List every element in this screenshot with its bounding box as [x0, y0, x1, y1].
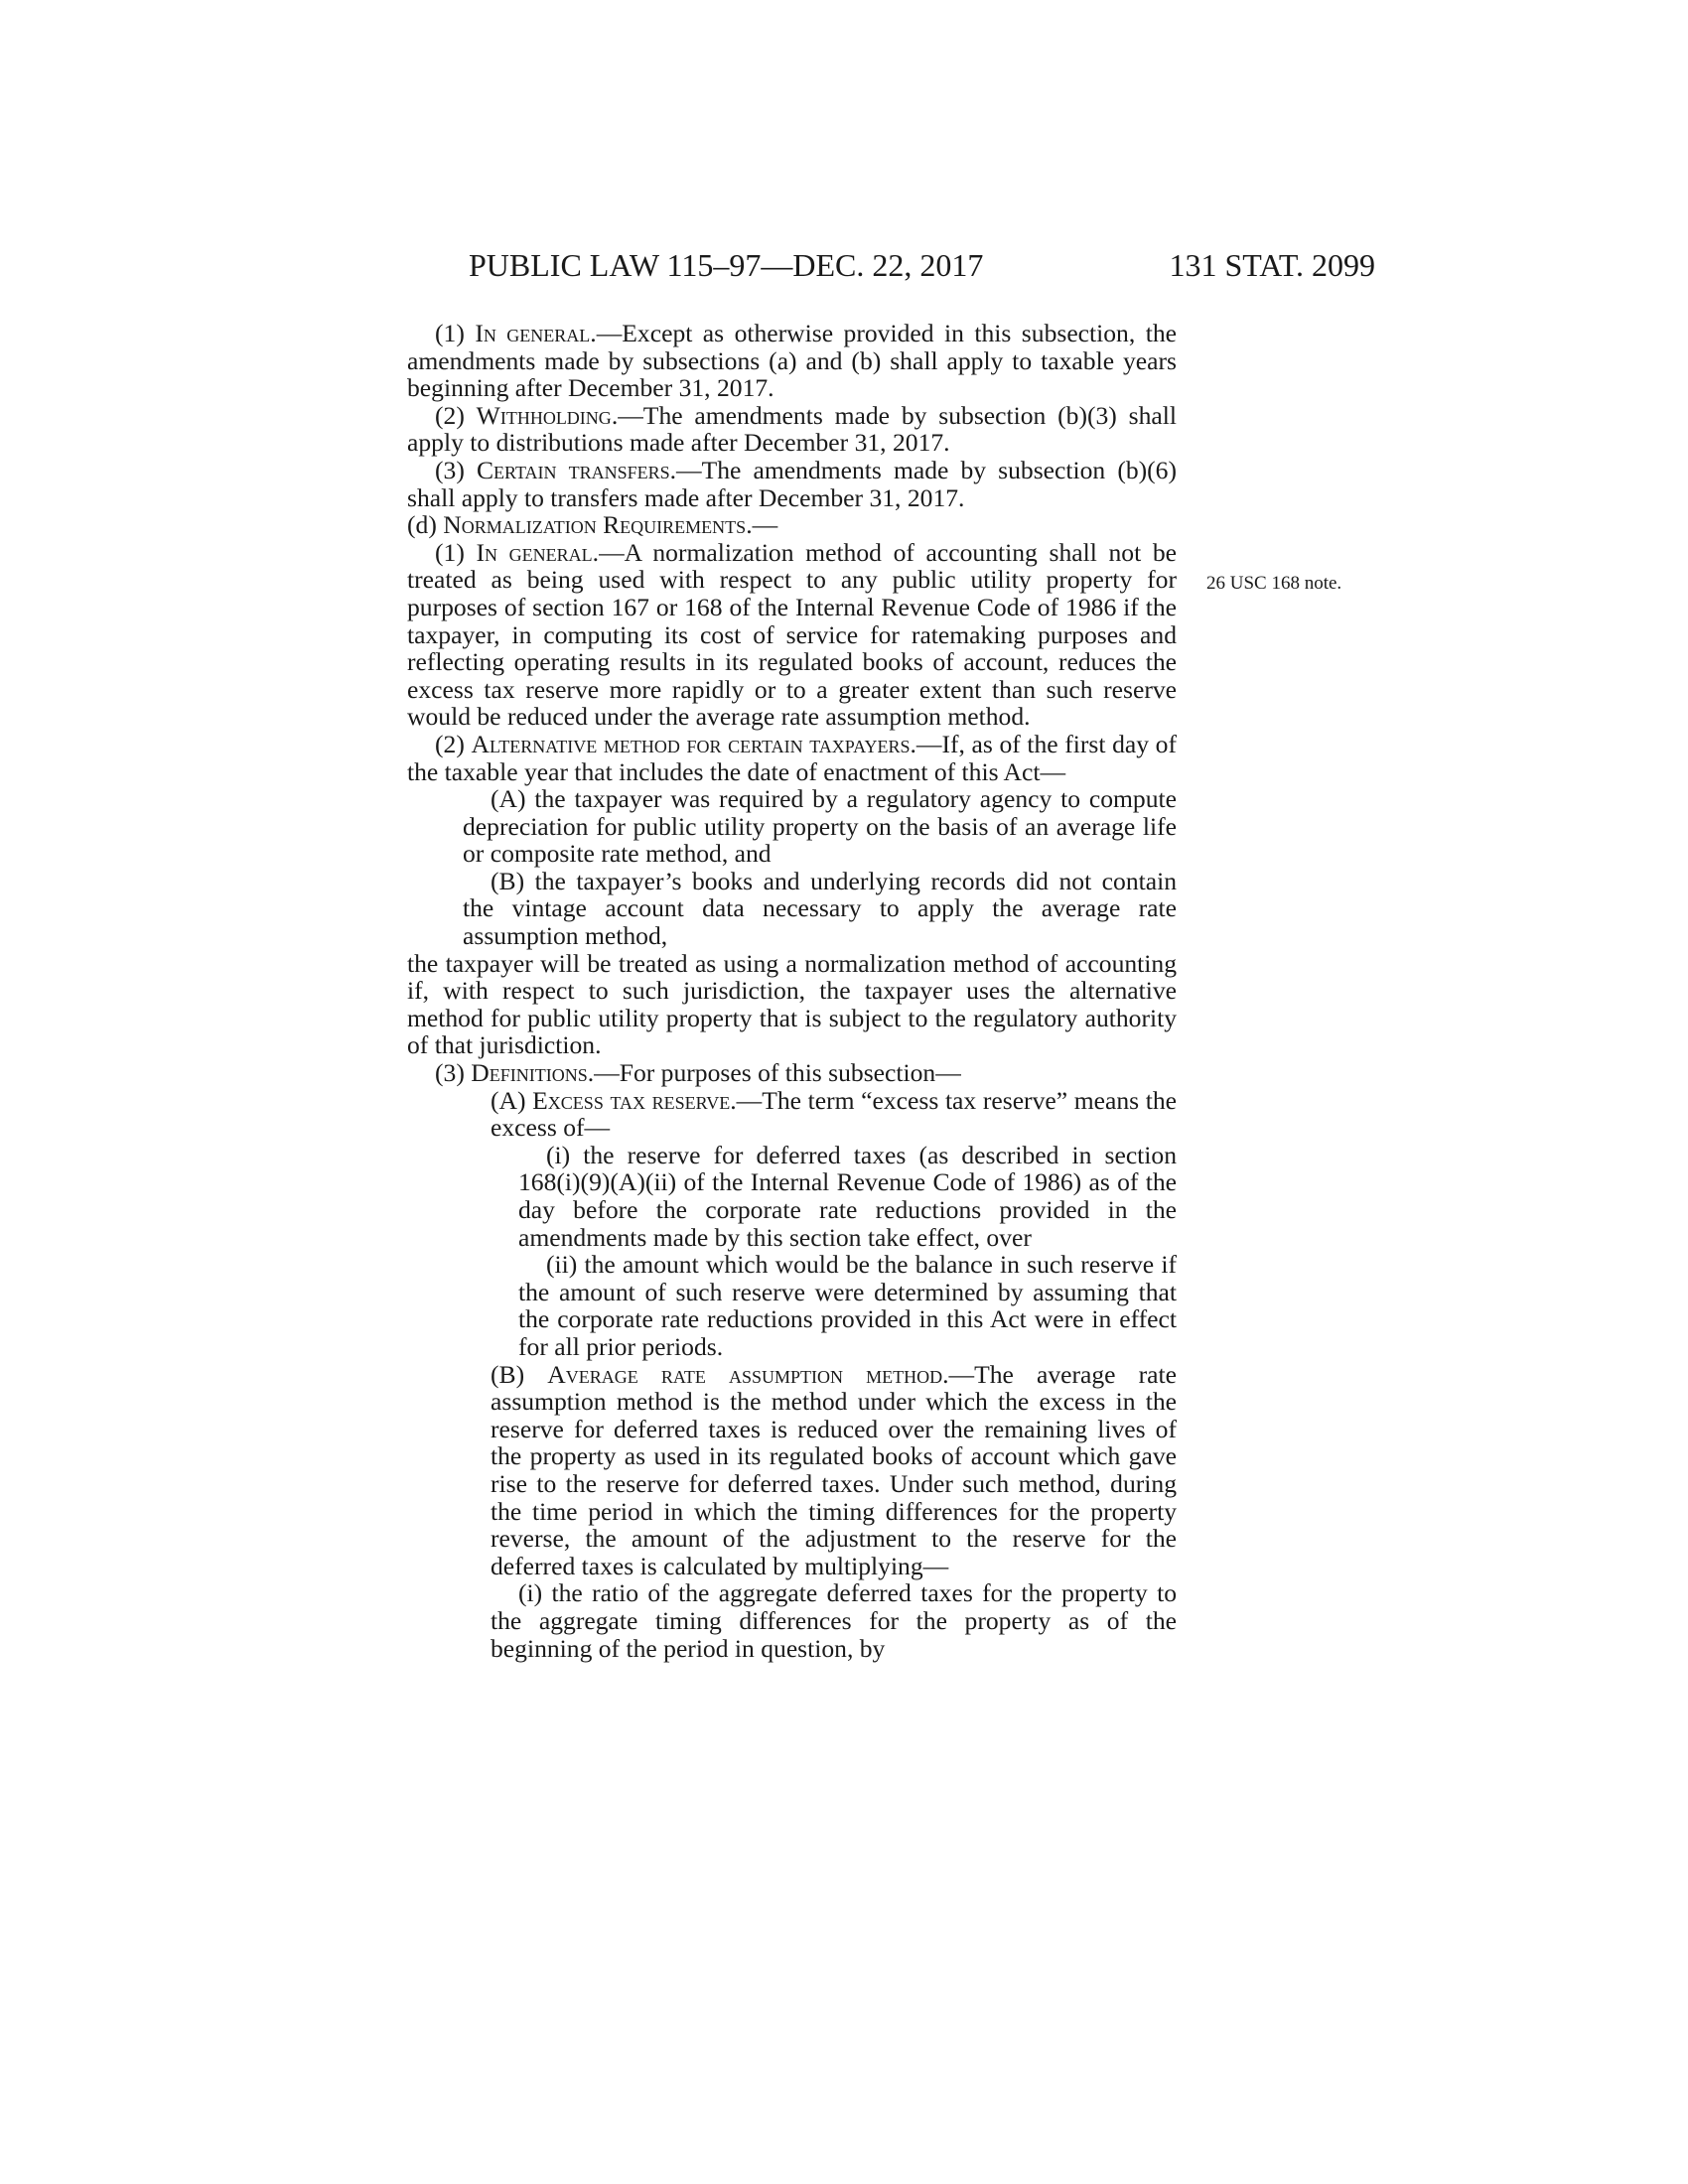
paragraph-c1-in-general: (1) In general.—Except as otherwise provided in this subsection, the amendments made by subsections (a) and (b) shall apply to taxable years beginning after December 31, 2017.: [407, 319, 1177, 403]
paragraph-d2-flush-text: the taxpayer will be treated as using a normalization method of accounting if, with respect to such jurisdiction, the taxpayer uses the alternative method for public utility property that is subject to the regulatory authority of that jurisdiction.: [407, 948, 1177, 1060]
subparagraph-d3-b-average-rate-method: (B) Average rate assumption method.—The average rate assumption method is the method under which the excess in the reserve for deferred taxes is reduced over the remaining lives of the property as used in its regulated books of account which gave rise to the reserve for deferred taxes. Under such method, during the time period in which the timing differences for the property reverse, the amount of the adjustment to the reserve for the deferred taxes is calculated by multiplying—: [491, 1359, 1177, 1580]
clause-d3-b-i: (i) the ratio of the aggregate deferred taxes for the property to the aggregate timing differences for the property as of the beginning of the period in question, by: [491, 1578, 1177, 1663]
paragraph-c2-withholding: (2) Withholding.—The amendments made by subsection (b)(3) shall apply to distributions made after December 31, 2017.: [407, 400, 1177, 458]
subparagraph-d2-b: (B) the taxpayer’s books and underlying records did not contain the vintage account data necessary to apply the average rate assumption method,: [463, 866, 1177, 951]
paragraph-c3-certain-transfers: (3) Certain transfers.—The amendments made by subsection (b)(6) shall apply to transfers made after December 31, 2017.: [407, 455, 1178, 512]
clause-d3-a-i: (i) the reserve for deferred taxes (as described in section 168(i)(9)(A)(ii) of the Internal Revenue Code of 1986) as of the day before the corporate rate reductions provided in the amendments made by this section take effect, over: [518, 1140, 1177, 1252]
page-header: [407, 240, 1375, 290]
clause-d3-a-ii: (ii) the amount which would be the balance in such reserve if the amount of such reserve were determined by assuming that the corporate rate reductions provided in this Act were in effect for all prior periods.: [518, 1250, 1177, 1361]
paragraph-d1-in-general: (1) In general.—A normalization method of accounting shall not be treated as being used with respect to any public utility property for purposes of section 167 or 168 of the Internal Revenue Code of 1986 if the taxpayer, in computing its cost of service for ratemaking purposes and reflecting operating results in its regulated books of account, reduces the excess tax reserve more rapidly or to a greater extent than such reserve would be reduced under the average rate assumption method.: [407, 537, 1177, 732]
paragraph-d3-definitions: (3) Definitions.—For purposes of this subsection—: [435, 1058, 961, 1088]
usc-margin-note: 26 USC 168 note.: [1206, 573, 1342, 594]
subparagraph-d2-a: (A) the taxpayer was required by a regulatory agency to compute depreciation for public utility property on the basis of an average life or composite rate method, and: [463, 784, 1177, 869]
paragraph-d2-alternative-method: (2) Alternative method for certain taxpayers.—If, as of the first day of the taxable year that includes the date of enactment of this Act—: [407, 729, 1177, 786]
subsection-d-heading: (d) Normalization Requirements.—: [407, 510, 778, 540]
statute-citation: 131 STAT. 2099: [1169, 247, 1375, 283]
running-head: PUBLIC LAW 115–97—DEC. 22, 2017: [469, 247, 984, 283]
statute-body: [407, 320, 1177, 1662]
subparagraph-d3-a-excess-tax-reserve: (A) Excess tax reserve.—The term “excess tax reserve” means the excess of—: [491, 1085, 1178, 1143]
